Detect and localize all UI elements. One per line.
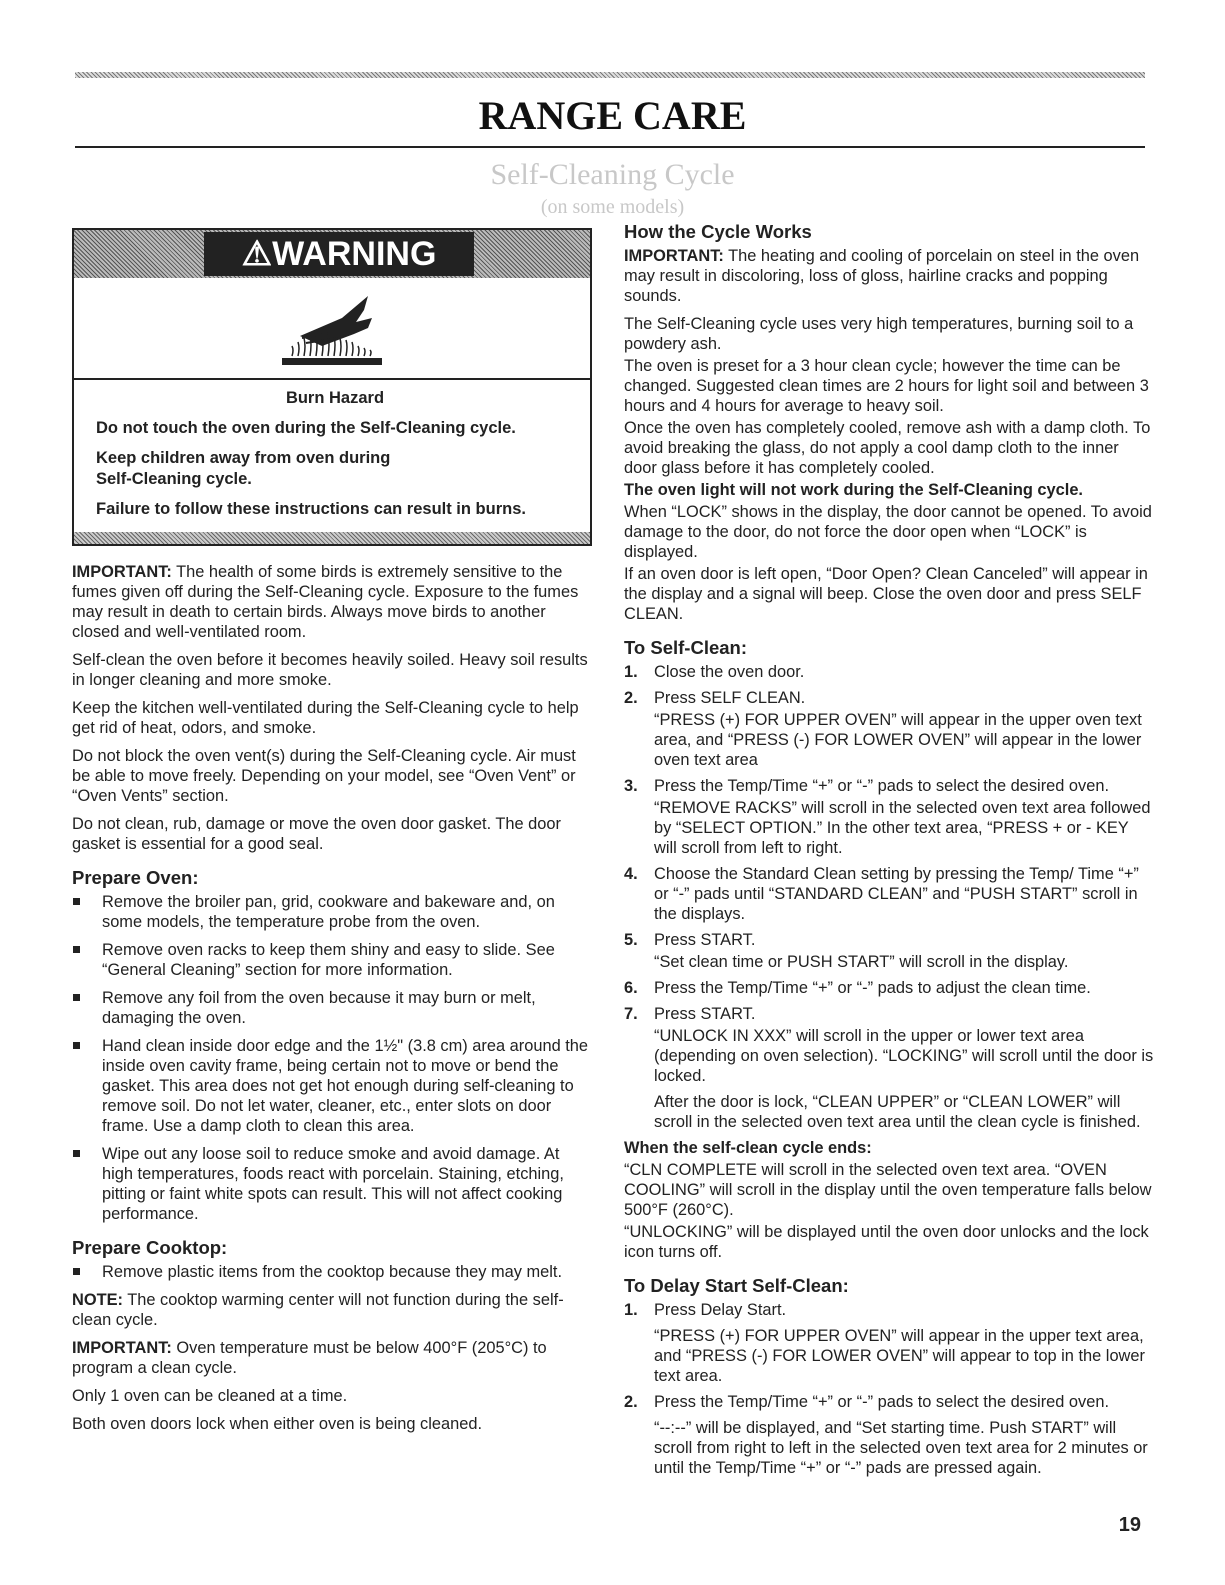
section-subtitle: (on some models) xyxy=(540,196,685,218)
prepare-cooktop-list xyxy=(72,1262,592,1282)
right-paragraph: Once the oven has completely cooled, remove ash with a damp cloth. To avoid breaking the glass, do not apply a cool damp cloth to the inner door glass before it has completely cooled. xyxy=(624,419,1151,477)
warning-body xyxy=(74,380,590,532)
warning-line-2: Keep children away from oven during Self-Cleaning cycle. xyxy=(96,449,391,488)
list-item: 6. Press the Temp/Time “+” or “-” pads to adjust the clean time. xyxy=(624,979,1091,997)
self-clean-steps xyxy=(624,662,1154,1132)
right-paragraph: If an oven door is left open, “Door Open? Clean Canceled” will appear in the display and a signal will beep. Close the oven door and press SELF CLEAN. xyxy=(624,565,1148,623)
note-paragraph: NOTE: The cooktop warming center will not function during the self-clean cycle. xyxy=(72,1291,564,1329)
list-item: Remove any foil from the oven because it may burn or melt, damaging the oven. xyxy=(72,988,592,1028)
left-column xyxy=(72,228,592,1442)
list-item: 2. Press SELF CLEAN. “PRESS (+) FOR UPPER OVEN” will appear in the upper oven text area, and “PRESS (-) FOR LOWER OVEN” will appear in the lower oven text area xyxy=(624,689,1142,769)
list-item: 1. Close the oven door. xyxy=(624,663,805,681)
top-decorative-bar xyxy=(75,72,1145,78)
warning-footer xyxy=(74,532,590,544)
right-paragraph-bold: The oven light will not work during the Self-Cleaning cycle. xyxy=(624,481,1083,499)
list-item: 4. Choose the Standard Clean setting by pressing the Temp/ Time “+” or “-” pads until “STANDARD CLEAN” and “PUSH START” scroll in the displays. xyxy=(624,865,1139,923)
warning-label: ⚠WARNING xyxy=(204,232,474,276)
hand-burn-icon xyxy=(74,278,590,380)
warning-line-3: Failure to follow these instructions can result in burns. xyxy=(96,500,526,518)
delay-start-steps xyxy=(624,1300,1154,1478)
list-item: 7. Press START. “UNLOCK IN XXX” will scroll in the upper or lower text area (depending on oven selection). “LOCKING” will scroll until the door is locked. After the door is lock, “CLEAN UPPER” or “CLEAN LOWER” will scroll in the selected oven text area until the clean cycle is finished. xyxy=(624,1005,1154,1131)
list-item: Wipe out any loose soil to reduce smoke and avoid damage. At high temperatures, foods react with porcelain. Staining, etching, pitting or faint white spots can result. This will not affect cooking performance. xyxy=(72,1144,592,1224)
list-item: Hand clean inside door edge and the 1½" (3.8 cm) area around the inside oven cavity frame, being certain not to move or bend the gasket. This area does not get hot enough during self-cleaning to remove soil. Do not let water, cleaner, etc., enter slots on door frame. Use a damp cloth to clean this area. xyxy=(72,1036,592,1136)
right-paragraph: “CLN COMPLETE will scroll in the selected oven text area. “OVEN COOLING” will scroll in the display until the oven temperature falls below 500°F (260°C). xyxy=(624,1161,1152,1219)
list-item: Remove the broiler pan, grid, cookware and bakeware and, on some models, the temperature probe from the oven. xyxy=(72,892,592,932)
page-number: 19 xyxy=(1118,1514,1141,1536)
prepare-cooktop-heading: Prepare Cooktop: xyxy=(72,1237,228,1258)
left-paragraph: Do not clean, rub, damage or move the oven door gasket. The door gasket is essential for a good seal. xyxy=(72,815,561,853)
right-column xyxy=(624,222,1154,1484)
right-paragraph: IMPORTANT: The heating and cooling of porcelain on steel in the oven may result in discoloring, loss of gloss, hairline cracks and popping sounds. xyxy=(624,247,1140,305)
right-paragraph: The oven is preset for a 3 hour clean cycle; however the time can be changed. Suggested clean times are 2 hours for light soil and between 3 hours and 4 hours for average to heavy soil. xyxy=(624,357,1149,415)
left-paragraph: IMPORTANT: The health of some birds is extremely sensitive to the fumes given off during the Self-Cleaning cycle. Exposure to the fumes may result in death to certain birds. Always move birds to another closed and well-ventilated room. xyxy=(72,563,579,641)
left-paragraph: Do not block the oven vent(s) during the Self-Cleaning cycle. Air must be able to move freely. Depending on your model, see “Oven Vent” or “Oven Vents” section. xyxy=(72,747,576,805)
cycle-ends-heading: When the self-clean cycle ends: xyxy=(624,1139,872,1157)
warning-header xyxy=(74,230,590,278)
left-paragraph: Keep the kitchen well-ventilated during the Self-Cleaning cycle to help get rid of heat, odors, and smoke. xyxy=(72,699,579,737)
list-item: 2. Press the Temp/Time “+” or “-” pads to select the desired oven. “--:--” will be displayed, and “Set starting time. Push START” will scroll from right to left in the selected oven text area for 2 minutes or until the Temp/Time “+” or “-” pads are pressed again. xyxy=(624,1393,1148,1477)
prepare-oven-heading: Prepare Oven: xyxy=(72,867,199,888)
list-item: 1. Press Delay Start. “PRESS (+) FOR UPPER OVEN” will appear in the upper text area, and “PRESS (-) FOR LOWER OVEN” will appear to top in the lower text area. xyxy=(624,1301,1145,1385)
how-cycle-works-heading: How the Cycle Works xyxy=(624,221,812,242)
warning-hazard: Burn Hazard xyxy=(285,389,385,407)
warning-box xyxy=(72,228,592,546)
title-rule xyxy=(75,146,1145,148)
prepare-oven-list xyxy=(72,892,592,1224)
warning-line-1: Do not touch the oven during the Self-Cleaning cycle. xyxy=(96,419,516,437)
right-paragraph: When “LOCK” shows in the display, the door cannot be opened. To avoid damage to the door, do not force the door open when “LOCK” is displayed. xyxy=(624,503,1152,561)
left-paragraph: Self-clean the oven before it becomes heavily soiled. Heavy soil results in longer cleaning and more smoke. xyxy=(72,651,588,689)
list-item: 3. Press the Temp/Time “+” or “-” pads to select the desired oven. “REMOVE RACKS” will scroll in the selected oven text area followed by “SELECT OPTION.” In the other text area, “PRESS + or - KEY will scroll from left to right. xyxy=(624,777,1151,857)
self-clean-heading: To Self-Clean: xyxy=(624,637,747,658)
list-item: Remove oven racks to keep them shiny and easy to slide. See “General Cleaning” section for more information. xyxy=(72,940,592,980)
delay-start-heading: To Delay Start Self-Clean: xyxy=(624,1275,849,1296)
list-item: Remove plastic items from the cooktop because they may melt. xyxy=(72,1262,592,1282)
right-paragraph: “UNLOCKING” will be displayed until the oven door unlocks and the lock icon turns off. xyxy=(624,1223,1149,1261)
page-title: RANGE CARE xyxy=(478,93,747,138)
list-item: 5. Press START. “Set clean time or PUSH START” will scroll in the display. xyxy=(624,931,1069,971)
section-title: Self-Cleaning Cycle xyxy=(490,158,735,191)
right-paragraph: The Self-Cleaning cycle uses very high temperatures, burning soil to a powdery ash. xyxy=(624,315,1134,353)
important-paragraph: IMPORTANT: Oven temperature must be below 400°F (205°C) to program a clean cycle. xyxy=(72,1339,547,1377)
left-paragraph: Both oven doors lock when either oven is being cleaned. xyxy=(72,1415,483,1433)
left-paragraph: Only 1 oven can be cleaned at a time. xyxy=(72,1387,348,1405)
